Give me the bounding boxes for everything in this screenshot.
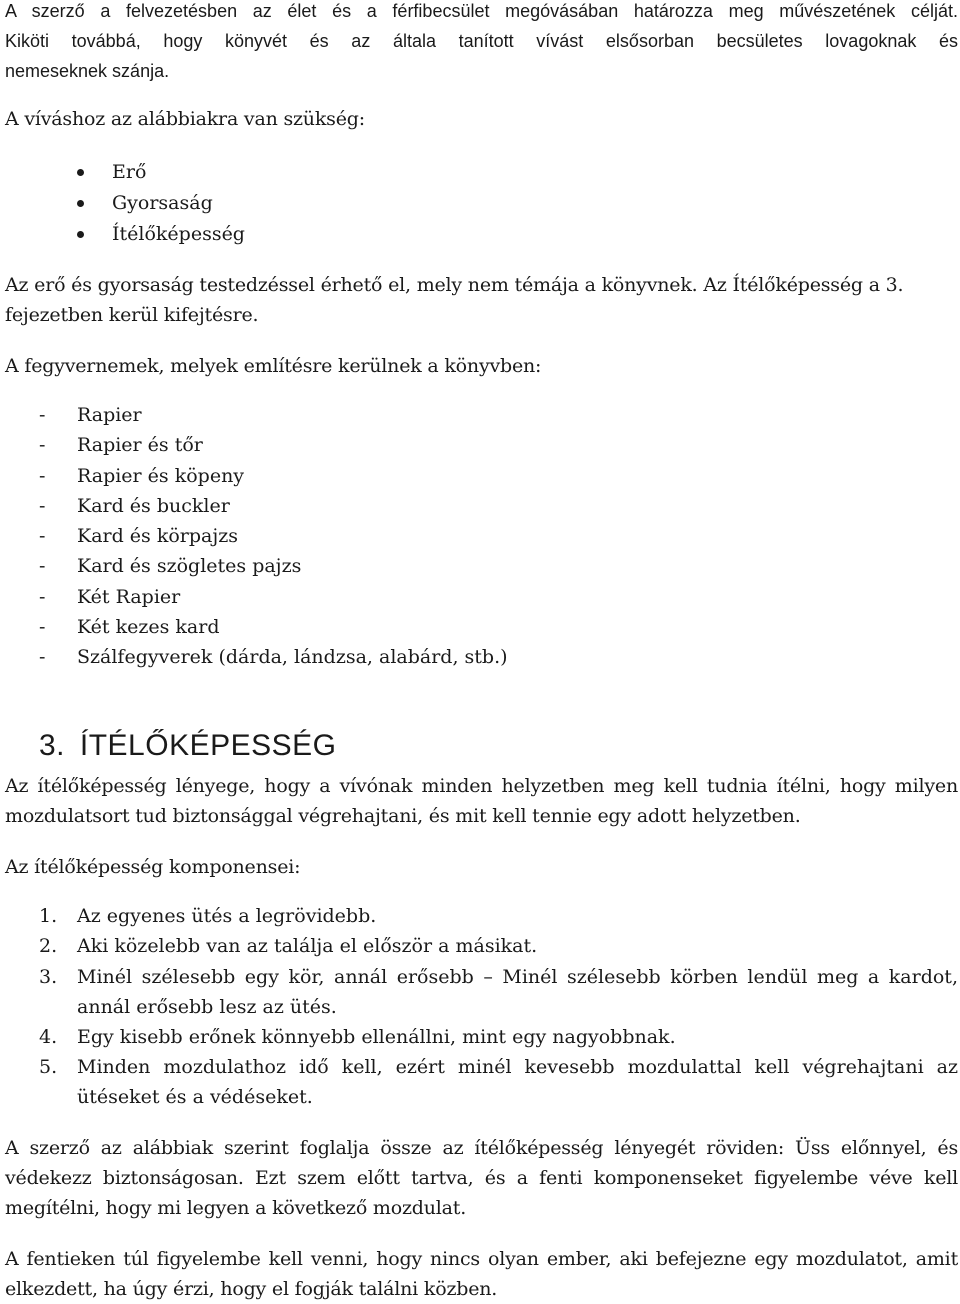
weapon-label: Szálfegyverek (dárda, lándzsa, alabárd, stb.) [77, 646, 508, 668]
section-paragraph-3-line-2: elkezdett, ha úgy érzi, hogy el fogják találni közben. [5, 1278, 498, 1300]
section-paragraph-2-line-1: A szerző az alábbiak szerint foglalja össze az ítélőképesség lényegét röviden: Üss előnnyel, és [5, 1137, 958, 1159]
dash-marker: - [39, 616, 46, 638]
component-number: 3. [39, 966, 58, 988]
components-lead: Az ítélőképesség komponensei: [5, 856, 301, 878]
dash-marker: - [39, 525, 46, 547]
section-paragraph-2-line-2: védekezz biztonságosan. Ezt szem előtt tartva, és a fenti komponenseket figyelembe véve kell [5, 1167, 958, 1189]
weapon-label: Kard és szögletes pajzs [77, 555, 302, 577]
bullet-icon [77, 169, 84, 176]
weapon-label: Kard és körpajzs [77, 525, 239, 547]
weapon-label: Rapier [77, 404, 142, 426]
dash-marker: - [39, 465, 46, 487]
weapon-label: Két Rapier [77, 586, 181, 608]
component-text: Egy kisebb erőnek könnyebb ellenállni, mint egy nagyobbnak. [77, 1026, 676, 1048]
weapons-lead: A fegyvernemek, melyek említésre kerülnek a könyvben: [5, 355, 542, 377]
weapon-label: Rapier és tőr [77, 434, 203, 456]
section-paragraph-2-line-3: megítélni, hogy mi legyen a következő mozdulat. [5, 1197, 467, 1219]
requirements-note-line-1: Az erő és gyorsaság testedzéssel érhető el, mely nem témája a könyvnek. Az Ítélőképesség a 3. [5, 274, 904, 296]
intro-line-1: A szerző a felvezetésben az élet és a férfibecsület megóvásában határozza meg művészetének célját. [5, 1, 958, 21]
dash-marker: - [39, 555, 46, 577]
section-paragraph-1-line-2: mozdulatsort tud biztonsággal végrehajtani, és mit kell tennie egy adott helyzetben. [5, 805, 801, 827]
section-heading [39, 726, 336, 766]
requirement-label: Erő [112, 161, 147, 183]
section-number: 3. [39, 729, 66, 762]
requirement-label: Ítélőképesség [112, 223, 245, 245]
component-number: 4. [39, 1026, 58, 1048]
requirement-label: Gyorsaság [112, 192, 213, 214]
component-text: Aki közelebb van az találja el először a másikat. [77, 935, 538, 957]
requirement-item [112, 157, 146, 187]
bullet-icon [77, 231, 84, 238]
requirements-note-line-2: fejezetben kerül kifejtésre. [5, 304, 259, 326]
section-title: ÍTÉLŐKÉPESSÉG [79, 729, 337, 762]
bullet-icon [77, 200, 84, 207]
section-paragraph-3-line-1: A fentieken túl figyelembe kell venni, hogy nincs olyan ember, aki befejezne egy mozdulatot, amit [5, 1248, 958, 1270]
weapon-label: Két kezes kard [77, 616, 220, 638]
component-number: 2. [39, 935, 58, 957]
requirements-lead: A víváshoz az alábbiakra van szükség: [5, 108, 365, 130]
weapon-label: Rapier és köpeny [77, 465, 245, 487]
dash-marker: - [39, 646, 46, 668]
dash-marker: - [39, 404, 46, 426]
weapon-label: Kard és buckler [77, 495, 230, 517]
dash-marker: - [39, 434, 46, 456]
section-paragraph-1-line-1: Az ítélőképesség lényege, hogy a vívónak minden helyzetben meg kell tudnia ítélni, hogy milyen [5, 775, 958, 797]
intro-line-2: Kiköti továbbá, hogy könyvét és az általa tanított vívást elsősorban becsületes lovagoknak és [5, 31, 958, 51]
component-text: Minél szélesebb egy kör, annál erősebb – Minél szélesebb körben lendül meg a kardot, annál erősebb lesz az ütés. [77, 966, 958, 1018]
component-number: 5. [39, 1056, 58, 1078]
component-number: 1. [39, 905, 58, 927]
component-text: Az egyenes ütés a legrövidebb. [77, 905, 377, 927]
dash-marker: - [39, 495, 46, 517]
intro-line-3: nemeseknek szánja. [5, 61, 170, 81]
component-text: Minden mozdulathoz idő kell, ezért minél kevesebb mozdulattal kell végrehajtani az ütéseket és a védéseket. [77, 1056, 958, 1108]
requirement-item [112, 188, 213, 218]
requirement-item [112, 219, 245, 249]
dash-marker: - [39, 586, 46, 608]
